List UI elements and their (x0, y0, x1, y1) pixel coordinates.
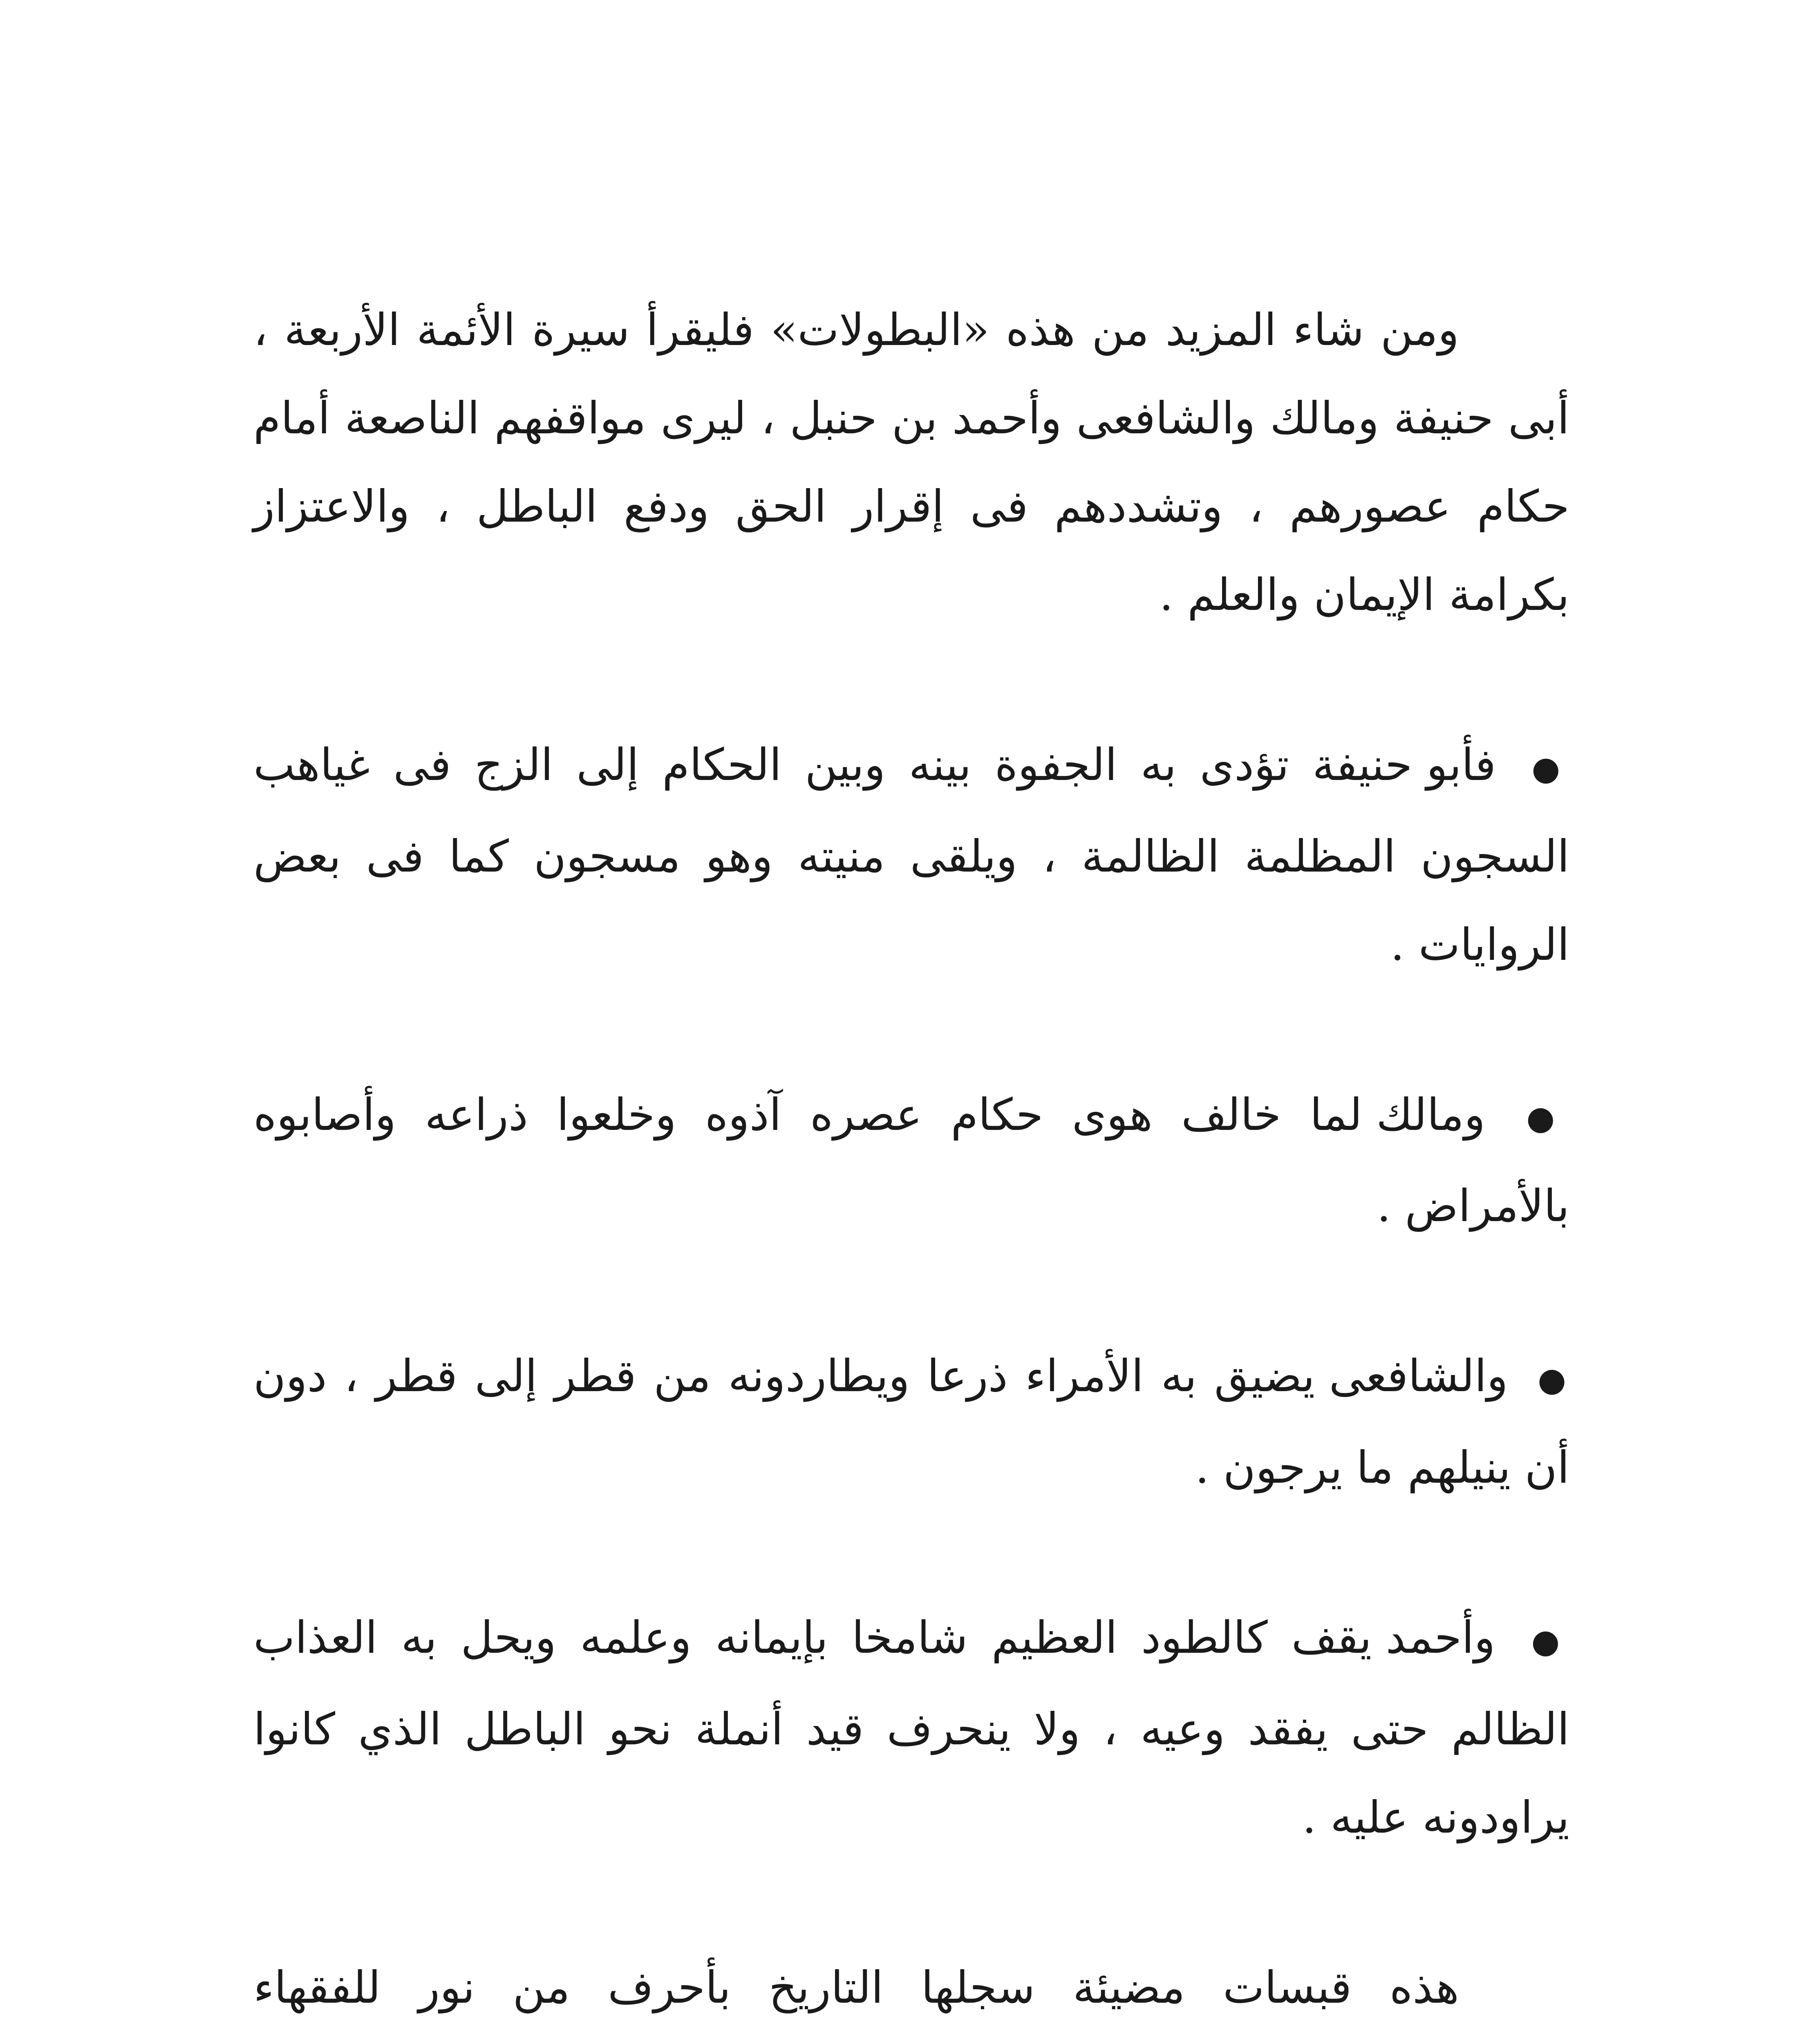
bullet-shafii (253, 1251, 1569, 1512)
intro-paragraph: ومن شاء المزيد من هذه «البطولات» فليقرأ سيرة الأئمة الأربعة ، أبى حنيفة ومالك والشافعى وأحمد بن حنبل ، ليرى مواقفهم الناصعة أمام حكام عصورهم ، وتشددهم فى إقرار الحق ودفع الباطل ، والاعتزاز بكرامة الإيمان والعلم . (253, 305, 1569, 621)
bullet-icon: ● (1531, 1622, 1569, 1660)
bullet-text: والشافعى يضيق به الأمراء ذرعا ويطاردونه من قطر إلى قطر ، دون أن ينيلهم ما يرجون . (253, 1351, 1569, 1493)
bullet-malik (253, 989, 1569, 1251)
bullet-ahmad (253, 1512, 1569, 1862)
bullet-icon: ● (1531, 749, 1569, 787)
bullet-text: وأحمد يقف كالطود العظيم شامخا بإيمانه وعلمه ويحل به العذاب الظالم حتى يفقد وعيه ، ولا ينحرف قيد أنملة نحو الباطل الذي كانوا يراودونه عليه . (253, 1612, 1569, 1843)
bullet-icon: ● (1538, 1360, 1569, 1399)
page-body (253, 286, 1569, 2044)
closing-paragraph: هذه قبسات مضيئة سجلها التاريخ بأحرف من نور للفقهاء (253, 1962, 1459, 2013)
bullet-text: فأبو حنيفة تؤدى به الجفوة بينه وبين الحكام إلى الزج فى غياهب السجون المظلمة الظالمة ، ويلقى منيته وهو مسجون كما فى بعض الروايات . (253, 740, 1569, 970)
bullet-abu-hanifa (253, 639, 1569, 989)
bullet-text: ومالك لما خالف هوى حكام عصره آذوه وخلعوا ذراعه وأصابوه بالأمراض . (253, 1089, 1569, 1232)
bullet-icon: ● (1526, 1099, 1569, 1137)
